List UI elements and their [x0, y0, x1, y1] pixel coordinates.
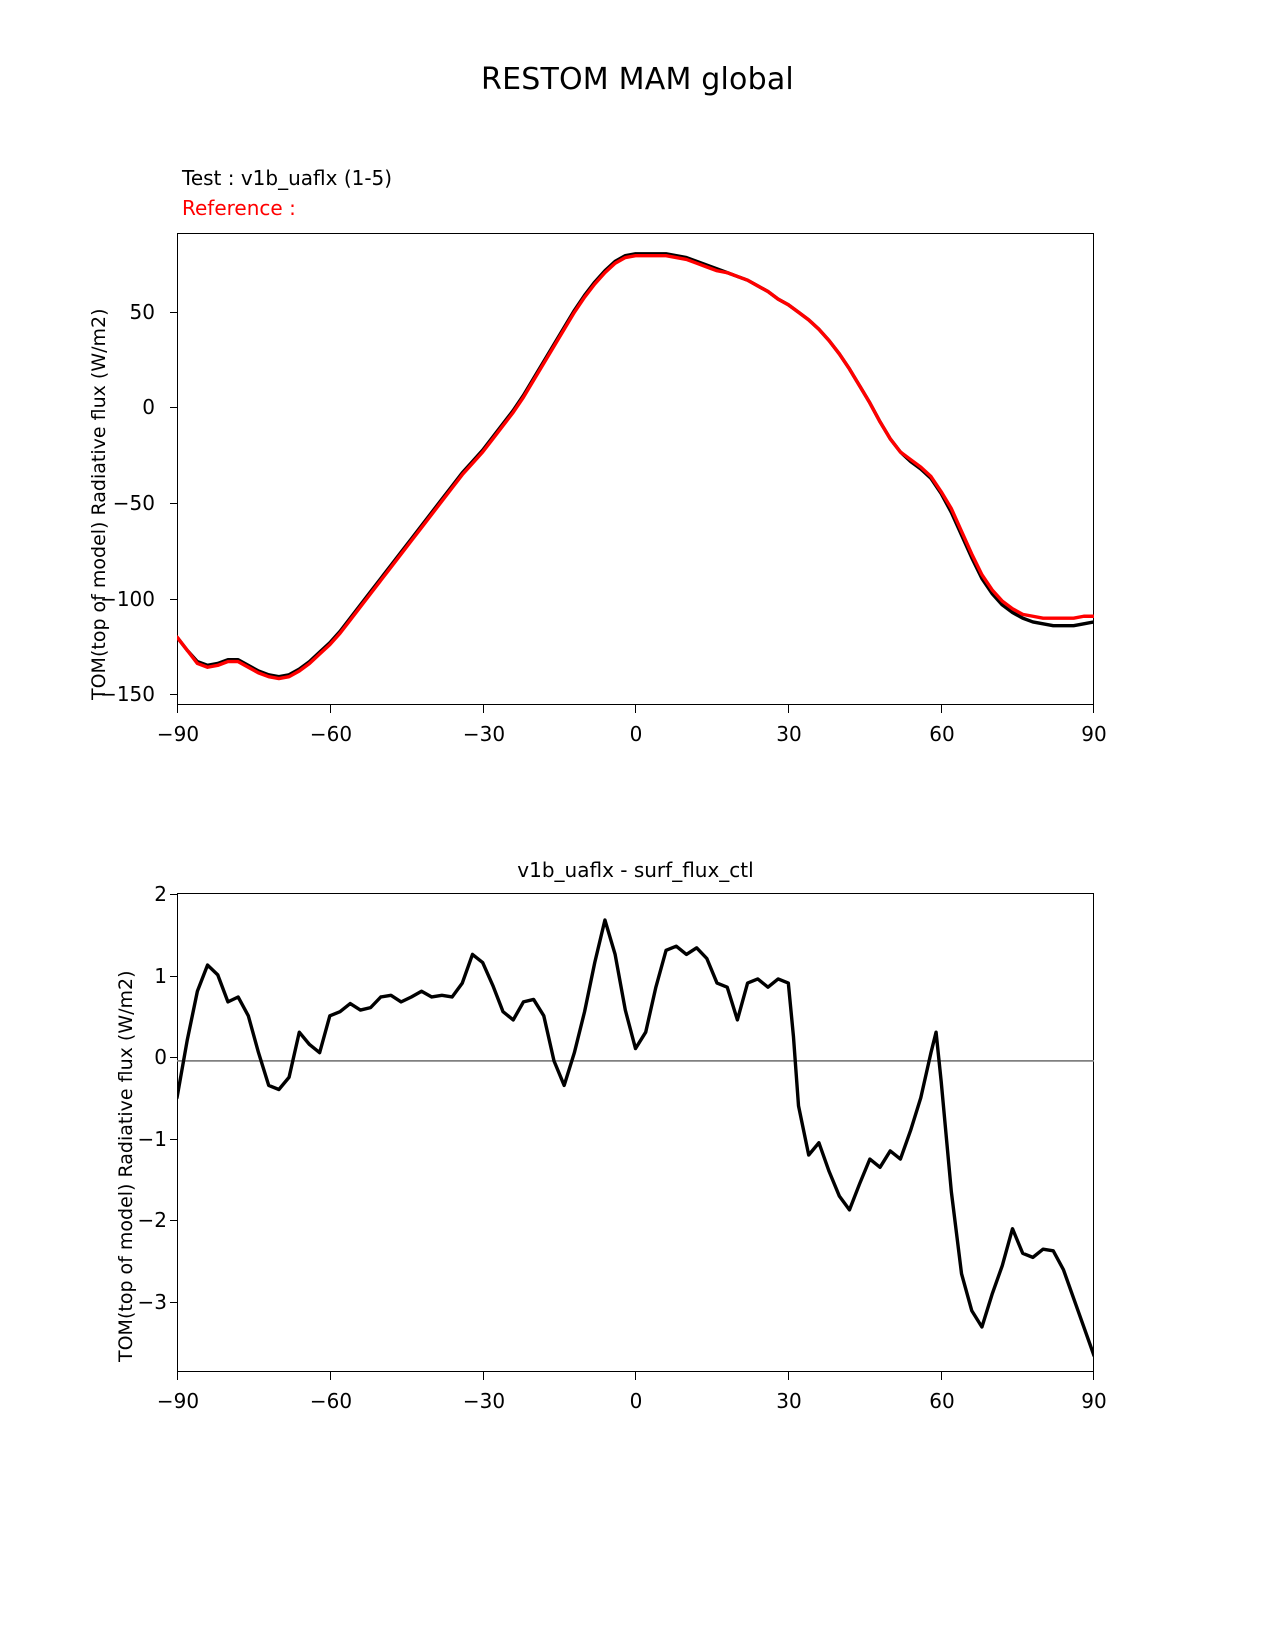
panel1-ytick-3: −100: [100, 587, 155, 611]
panel1-ytick-1: 0: [142, 395, 155, 419]
panel2-xtickmark-0: [177, 1372, 178, 1380]
panel1-xtickmark-5: [941, 705, 942, 713]
panel1-axes: [177, 233, 1094, 705]
panel2-ytick-2: 0: [154, 1045, 167, 1069]
panel1-xtickmark-2: [483, 705, 484, 713]
legend-reference-label: Reference :: [182, 196, 296, 220]
panel1-xtickmark-1: [330, 705, 331, 713]
panel1-y-axis-label: TOM(top of model) Radiative flux (W/m2): [88, 308, 110, 700]
panel2-title: v1b_uaflx - surf_flux_ctl: [517, 858, 754, 882]
panel2-xtickmark-2: [483, 1372, 484, 1380]
panel1-ytick-2: −50: [112, 491, 155, 515]
panel1-xtickmark-6: [1093, 705, 1094, 713]
panel1-xtick-3: 0: [629, 722, 643, 746]
panel2-ytick-3: −1: [137, 1127, 167, 1151]
legend-test-label: Test : v1b_uaflx (1-5): [182, 166, 393, 190]
panel2-ytick-0: 2: [154, 882, 167, 906]
panel2-ytick-1: 1: [154, 964, 167, 988]
panel1-xtick-6: 90: [1081, 722, 1107, 746]
panel1-xtickmark-0: [177, 705, 178, 713]
panel2-xtick-3: 0: [629, 1389, 643, 1413]
panel1-legend: [182, 163, 392, 223]
panel2-plot-area: [177, 893, 1094, 1372]
panel2-xtickmark-6: [1093, 1372, 1094, 1380]
panel2-xtick-5: 60: [929, 1389, 955, 1413]
panel2-y-axis-label: TOM(top of model) Radiative flux (W/m2): [115, 970, 137, 1362]
panel1-xtickmark-4: [788, 705, 789, 713]
figure-title: RESTOM MAM global: [481, 62, 794, 97]
panel2-ytick-5: −3: [137, 1290, 167, 1314]
panel2-ytick-4: −2: [137, 1208, 167, 1232]
panel1-xtick-0: −90: [156, 722, 200, 746]
panel2-xtick-6: 90: [1081, 1389, 1107, 1413]
panel1-xtickmark-3: [635, 705, 636, 713]
panel1-xtick-1: −60: [309, 722, 353, 746]
panel2-xtickmark-3: [635, 1372, 636, 1380]
panel2-xtickmark-4: [788, 1372, 789, 1380]
panel1-xtick-2: −30: [462, 722, 506, 746]
panel2-xtick-4: 30: [776, 1389, 802, 1413]
panel2-xtickmark-5: [941, 1372, 942, 1380]
panel1-xtick-5: 60: [929, 722, 955, 746]
panel2-axes: [177, 893, 1094, 1372]
panel2-xtick-0: −90: [156, 1389, 200, 1413]
panel1-ytick-0: 50: [129, 300, 155, 324]
panel1-plot-area: [177, 233, 1094, 705]
panel1-ytick-4: −150: [100, 682, 155, 706]
panel1-xtick-4: 30: [776, 722, 802, 746]
panel2-xtickmark-1: [330, 1372, 331, 1380]
panel2-xtick-2: −30: [462, 1389, 506, 1413]
panel2-xtick-1: −60: [309, 1389, 353, 1413]
